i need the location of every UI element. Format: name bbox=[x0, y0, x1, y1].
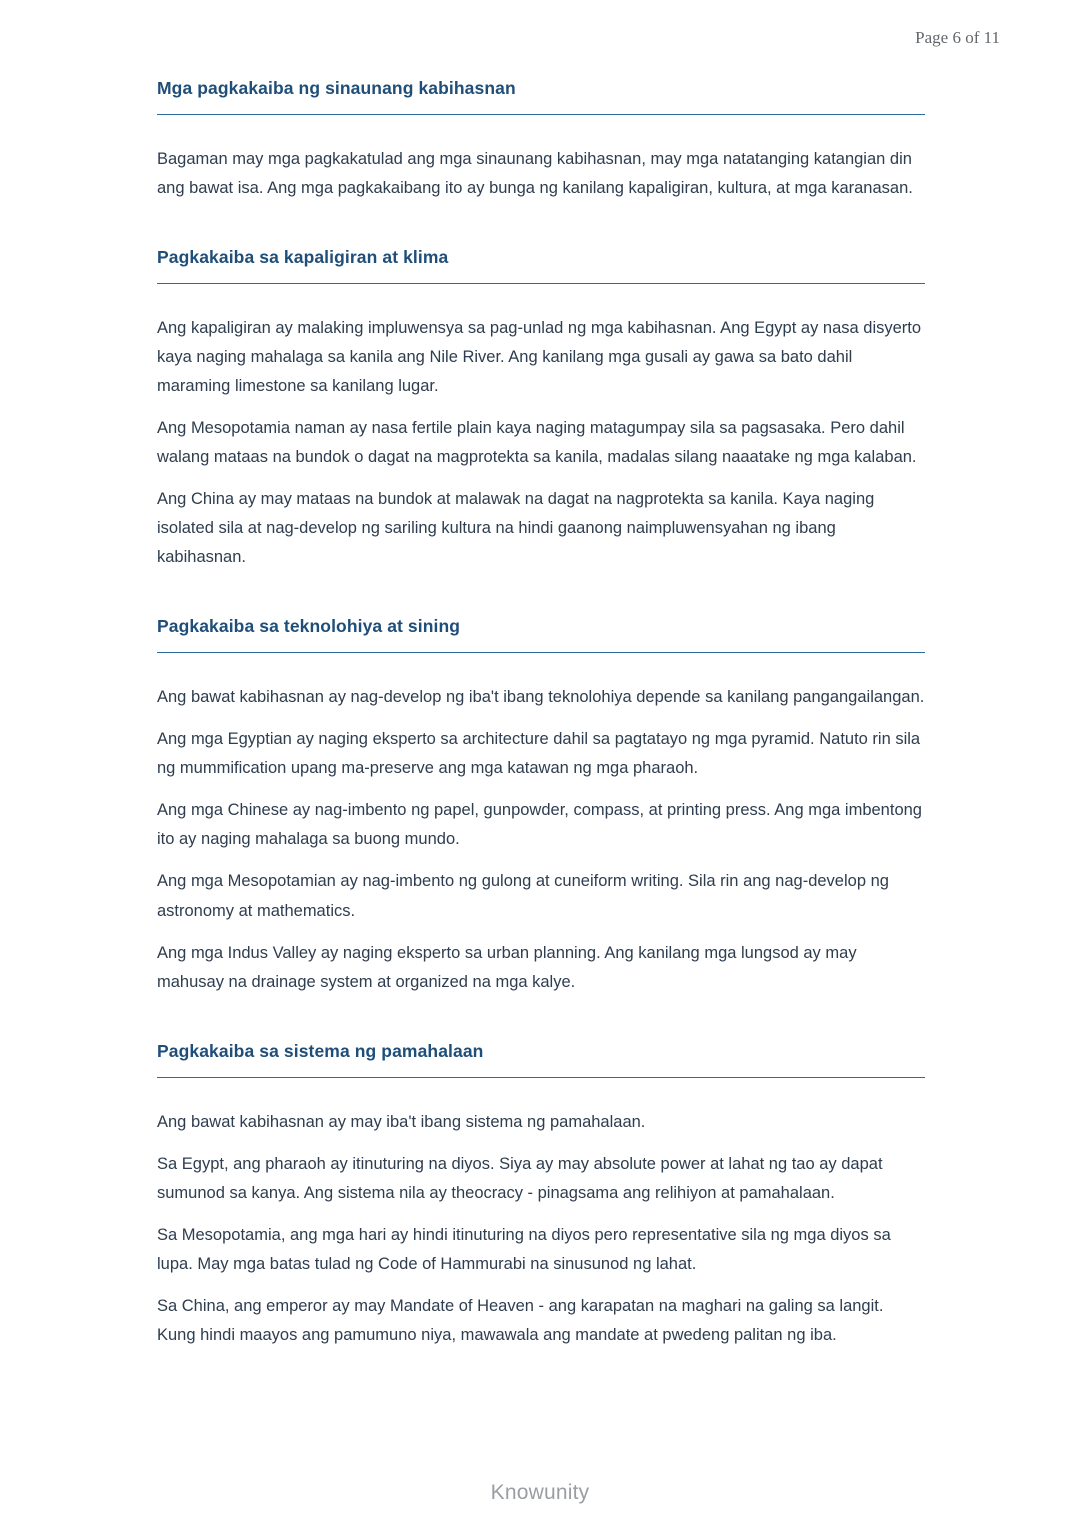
section-heading: Mga pagkakaiba ng sinaunang kabihasnan bbox=[157, 78, 925, 115]
section-paragraph: Ang bawat kabihasnan ay may iba't ibang sistema ng pamahalaan. bbox=[157, 1112, 646, 1131]
section-paragraph: Ang mga Mesopotamian ay nag-imbento ng gulong at cuneiform writing. Sila rin ang nag-develop ng astronomy at mathematics. bbox=[157, 872, 889, 920]
section-paragraph: Ang Mesopotamia naman ay nasa fertile plain kaya naging matagumpay sila sa pagsasaka. Pero dahil walang mataas na bundok o dagat na magprotekta sa kanila, madalas silang naaatake ng mga kalaban. bbox=[157, 419, 917, 467]
section-heading: Pagkakaiba sa sistema ng pamahalaan bbox=[157, 1041, 925, 1078]
section-paragraph: Sa Mesopotamia, ang mga hari ay hindi itinuturing na diyos pero representative sila ng mga diyos sa lupa. May mga batas tulad ng Code of Hammurabi na sinusunod ng lahat. bbox=[157, 1225, 891, 1273]
section-heading: Pagkakaiba sa kapaligiran at klima bbox=[157, 247, 925, 284]
section-paragraph: Ang mga Egyptian ay naging eksperto sa architecture dahil sa pagtatayo ng mga pyramid. Natuto rin sila ng mummification upang ma-preserve ang mga katawan ng mga pharaoh. bbox=[157, 730, 921, 778]
section-heading: Pagkakaiba sa teknolohiya at sining bbox=[157, 616, 925, 653]
document-section bbox=[157, 1041, 925, 1350]
document-section bbox=[157, 78, 925, 203]
section-paragraph: Ang mga Indus Valley ay naging eksperto sa urban planning. Ang kanilang mga lungsod ay may mahusay na drainage system at organized na mga kalye. bbox=[157, 943, 857, 991]
section-paragraph: Sa China, ang emperor ay may Mandate of Heaven - ang karapatan na maghari na galing sa langit. Kung hindi maayos ang pamumuno niya, mawawala ang mandate at pwedeng palitan ng iba. bbox=[157, 1296, 884, 1344]
section-paragraph: Ang China ay may mataas na bundok at malawak na dagat na nagprotekta sa kanila. Kaya naging isolated sila at nag-develop ng sariling kultura na hindi gaanong naimpluwensyahan ng ibang kabihasnan. bbox=[157, 490, 875, 567]
brand-footer: Knowunity bbox=[490, 1481, 590, 1504]
section-paragraph: Ang mga Chinese ay nag-imbento ng papel, gunpowder, compass, at printing press. Ang mga imbentong ito ay naging mahalaga sa buong mundo. bbox=[157, 801, 922, 849]
document-sections bbox=[157, 78, 925, 1350]
page-number-indicator: Page 6 of 11 bbox=[915, 28, 1000, 47]
section-paragraph: Ang kapaligiran ay malaking impluwensya sa pag-unlad ng mga kabihasnan. Ang Egypt ay nasa disyerto kaya naging mahalaga sa kanila ang Nile River. Ang kanilang mga gusali ay gawa sa bato dahil maraming limestone sa kanilang lugar. bbox=[157, 319, 922, 396]
section-paragraph: Ang bawat kabihasnan ay nag-develop ng iba't ibang teknolohiya depende sa kanilang pangangailangan. bbox=[157, 688, 925, 707]
section-paragraph: Bagaman may mga pagkakatulad ang mga sinaunang kabihasnan, may mga natatanging katangian din ang bawat isa. Ang mga pagkakaibang ito ay bunga ng kanilang kapaligiran, kultura, at mga karanasan. bbox=[157, 150, 913, 198]
document-section bbox=[157, 616, 925, 996]
document-section bbox=[157, 247, 925, 572]
section-paragraph: Sa Egypt, ang pharaoh ay itinuturing na diyos. Siya ay may absolute power at lahat ng tao ay dapat sumunod sa kanya. Ang sistema nila ay theocracy - pinagsama ang relihiyon at pamahalaan. bbox=[157, 1154, 883, 1202]
